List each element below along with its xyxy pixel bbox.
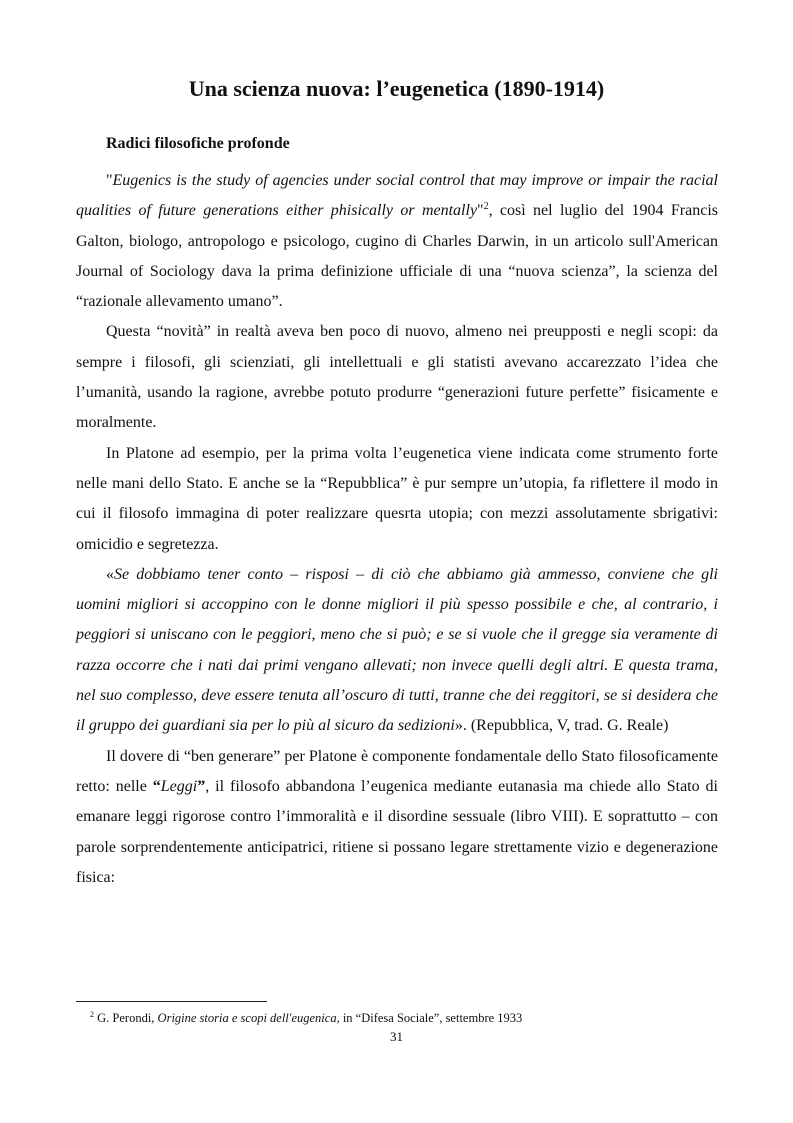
page-number: 31	[390, 1029, 403, 1044]
paragraph-text: Il dovere di “ben generare” per Platone è componente fondamentale dello Stato filosoficamente retto: nelle	[76, 747, 718, 795]
paragraph-platone: In Platone ad esempio, per la prima volta l’eugenetica viene indicata come strumento forte nelle mani dello Stato. E anche se la “Repubblica” è pur sempre un’utopia, fa riflettere il modo in cui il filosofo immagina di poter realizzare quesrta utopia; con mezzi assolutamente sbrigativi: omicidio e segretezza.	[76, 444, 718, 553]
open-guillemet: «	[106, 565, 114, 583]
body-text	[76, 166, 718, 893]
paragraph-text: , il filosofo abbandona l’eugenica mediante eutanasia ma chiede allo Stato di emanare leggi rigorose contro l’immoralità e il disordine sessuale (libro VIII). E soprattutto – con parole sorprendentemente anticipatrici, ritiene si possano legare strettamente vizio e degenerazione fisica:	[76, 777, 719, 886]
footnote	[90, 1010, 522, 1026]
leggi-close-quote: ”	[197, 777, 206, 795]
close-quote: "	[477, 202, 484, 220]
footnote-author: G. Perondi,	[94, 1011, 158, 1025]
section-subtitle: Radici filosofiche profonde	[106, 135, 290, 152]
paragraph-novita: Questa “novità” in realtà aveva ben poco di nuovo, almeno nei preupposti e negli scopi: da sempre i filosofi, gli scienziati, gli intellettuali e gli statisti avevano accarezzato l’idea che l’umanità, usando la ragione, avrebbe potuto produrre “generazioni future perfette” fisicamente e moralmente.	[76, 323, 718, 432]
open-quote: "	[106, 172, 113, 189]
repubblica-quote: Se dobbiamo tener conto – risposi – di ciò che abbiamo già ammesso, conviene che gli uomini migliori si accoppino con le donne migliori il più spesso possibile e che, al contrario, i peggiori si uniscano con le peggiori, meno che si può; e se si vuole che il gregge sia veramente di razza occorre che i nati dai primi vengano allevati; non invece quelli degli altri. E questa trama, nel suo complesso, deve essere tenuta all’oscuro di tutti, tranne che dei reggitori, se si desidera che il gruppo dei guardiani sia per lo più al sicuro da sedizioni	[76, 565, 718, 735]
footnote-number: 2	[90, 1010, 94, 1019]
footnote-ref: 2	[483, 201, 489, 213]
chapter-title: Una scienza nuova: l’eugenetica (1890-1914)	[188, 76, 605, 101]
footnote-divider	[76, 1001, 267, 1002]
galton-quote: Eugenics is the study of agencies under social control that may improve or impair the racial qualities of future generations either phisically or mentally	[76, 172, 718, 220]
leggi-open-quote: “	[152, 777, 161, 795]
leggi-title: Leggi	[160, 777, 198, 795]
paragraph-text: , così nel luglio del 1904 Francis Galton, biologo, antropologo e psicologo, cugino di Charles Darwin, in un articolo sull'American Journal of Sociology dava la prima definizione ufficiale di una “nuova scienza”, la scienza del “razionale allevamento umano”.	[76, 202, 718, 311]
footnote-source: , in “Difesa Sociale”, settembre 1933	[336, 1011, 523, 1025]
paragraph-galton-definition	[76, 166, 718, 317]
paragraph-leggi	[76, 742, 718, 893]
paragraph-repubblica-quote	[76, 560, 718, 742]
close-guillemet: »	[454, 717, 463, 735]
footnote-title: Origine storia e scopi dell'eugenica	[157, 1011, 337, 1025]
citation: . (Repubblica, V, trad. G. Reale)	[462, 717, 669, 735]
